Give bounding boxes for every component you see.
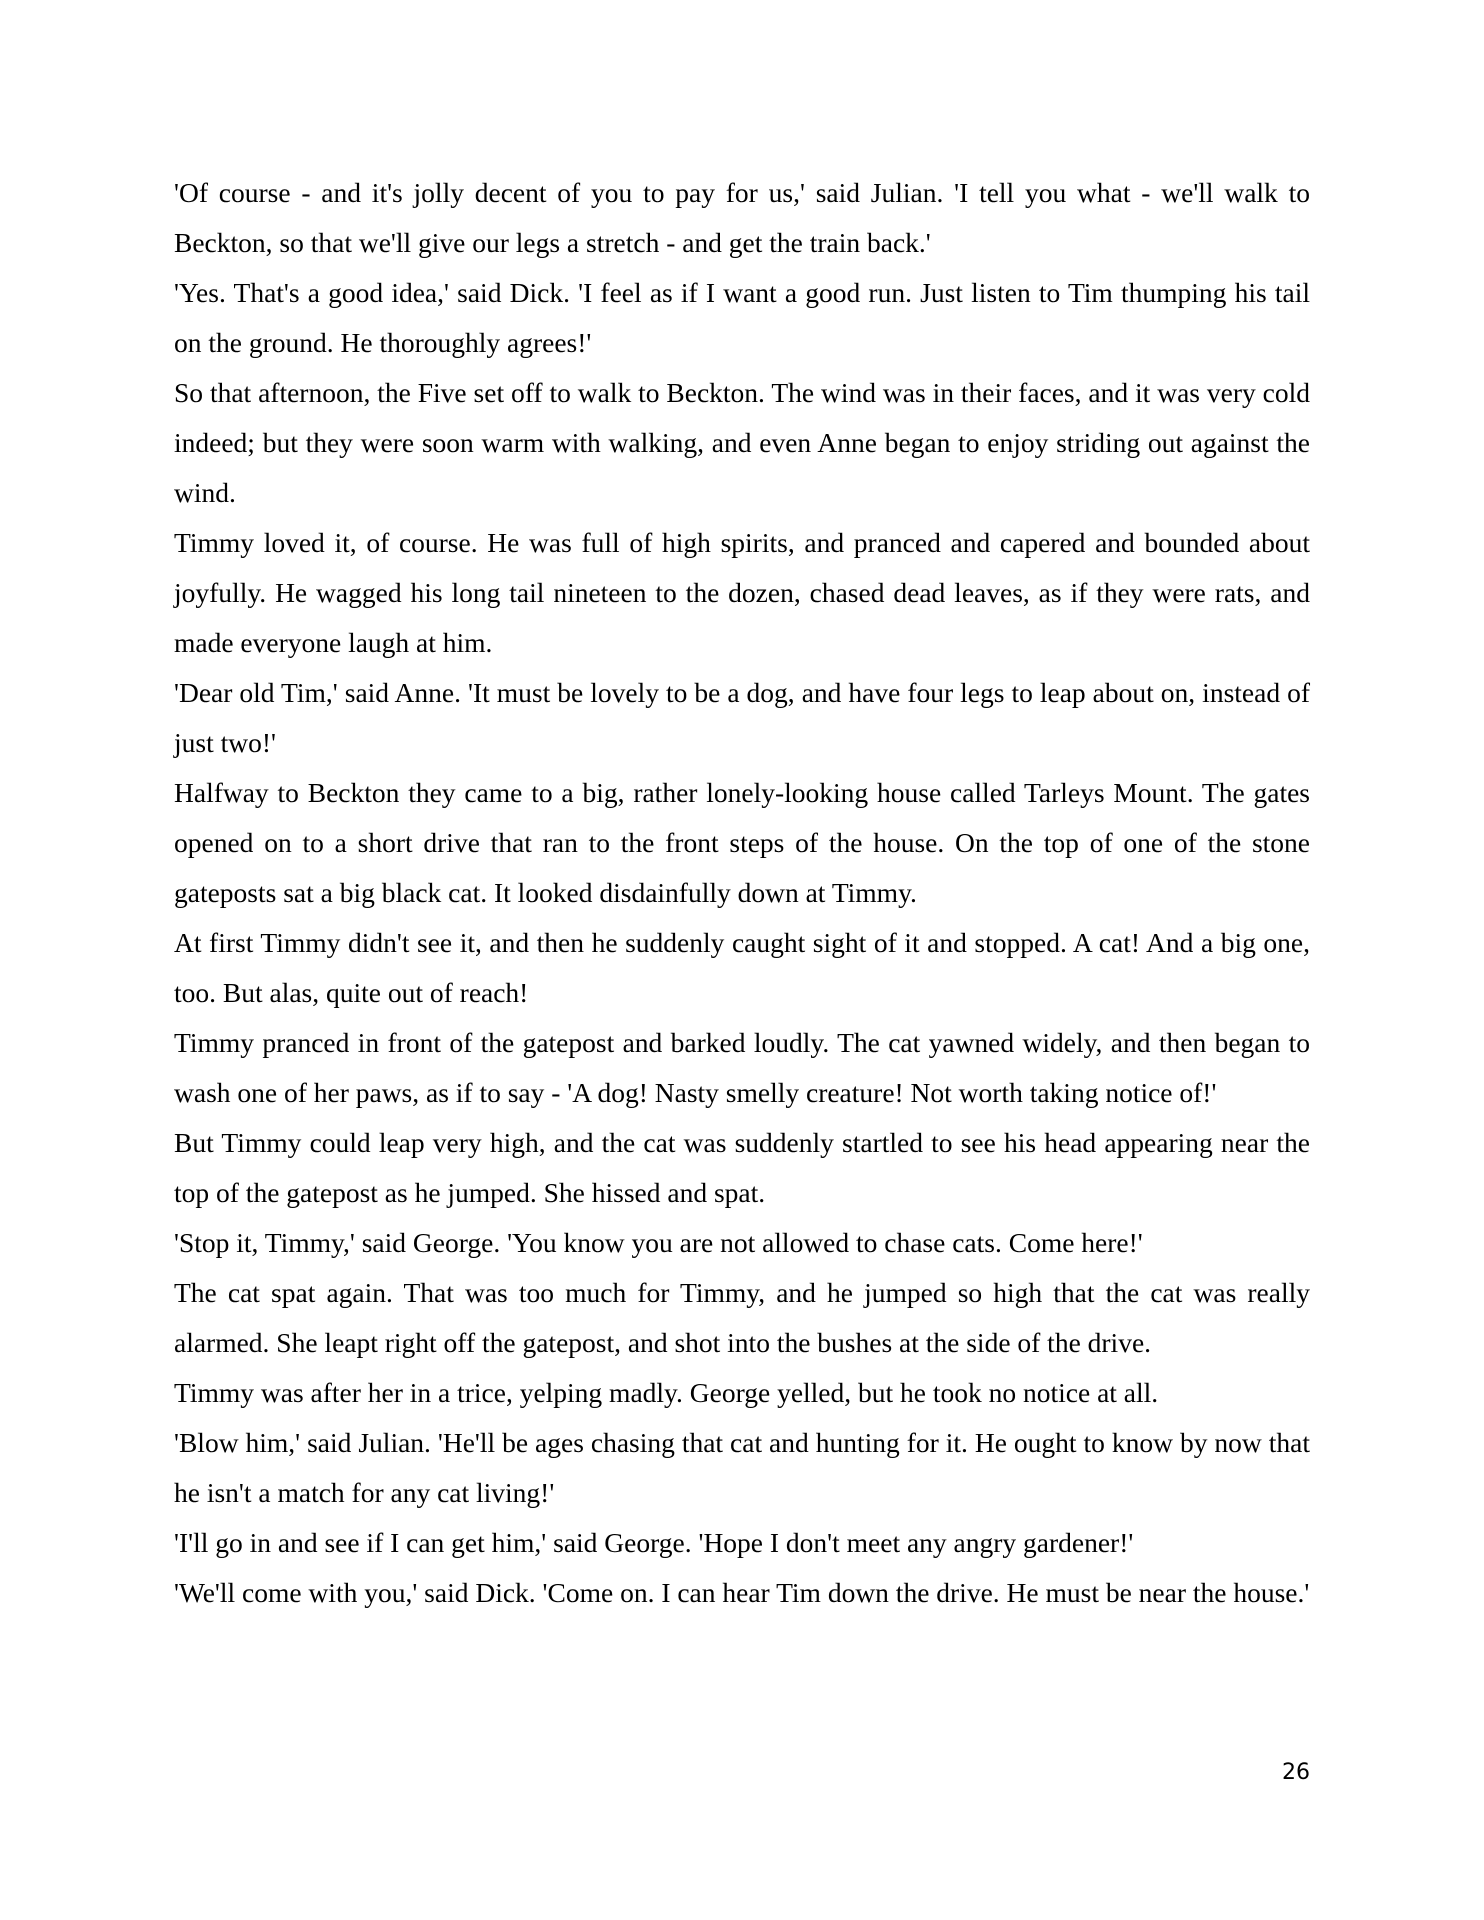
paragraph: Timmy pranced in front of the gatepost and barked loudly. The cat yawned widely, and then began to wash one of her paws, as if to say - 'A dog! Nasty smelly creature! Not worth taking notice of!' (174, 1027, 1310, 1108)
page-number: 26 (1282, 1760, 1310, 1785)
paragraph: 'Stop it, Timmy,' said George. 'You know you are not allowed to chase cats. Come here!' (174, 1227, 1143, 1258)
paragraph: 'I'll go in and see if I can get him,' said George. 'Hope I don't meet any angry gardener!' (174, 1527, 1134, 1558)
paragraph: 'Of course - and it's jolly decent of you to pay for us,' said Julian. 'I tell you what - we'll walk to Beckton, so that we'll give our legs a stretch - and get the train back.' (174, 177, 1310, 258)
paragraph: At first Timmy didn't see it, and then he suddenly caught sight of it and stopped. A cat! And a big one, too. But alas, quite out of reach! (174, 927, 1310, 1008)
paragraph: 'Yes. That's a good idea,' said Dick. 'I feel as if I want a good run. Just listen to Tim thumping his tail on the ground. He thoroughly agrees!' (174, 277, 1310, 358)
paragraph: 'Dear old Tim,' said Anne. 'It must be lovely to be a dog, and have four legs to leap about on, instead of just two!' (174, 677, 1310, 758)
paragraph: So that afternoon, the Five set off to walk to Beckton. The wind was in their faces, and it was very cold indeed; but they were soon warm with walking, and even Anne began to enjoy striding out against the wind. (174, 377, 1310, 508)
paragraph: 'We'll come with you,' said Dick. 'Come on. I can hear Tim down the drive. He must be near the house.' (174, 1577, 1310, 1608)
paragraph: Timmy was after her in a trice, yelping madly. George yelled, but he took no notice at all. (174, 1377, 1159, 1408)
paragraph: Halfway to Beckton they came to a big, rather lonely-looking house called Tarleys Mount. The gates opened on to a short drive that ran to the front steps of the house. On the top of one of the stone gateposts sat a big black cat. It looked disdainfully down at Timmy. (174, 777, 1310, 908)
paragraph: Timmy loved it, of course. He was full of high spirits, and pranced and capered and bounded about joyfully. He wagged his long tail nineteen to the dozen, chased dead leaves, as if they were rats, and made everyone laugh at him. (174, 527, 1310, 658)
text-body (174, 168, 1310, 1618)
paragraph: But Timmy could leap very high, and the cat was suddenly startled to see his head appearing near the top of the gatepost as he jumped. She hissed and spat. (174, 1127, 1310, 1208)
paragraph: 'Blow him,' said Julian. 'He'll be ages chasing that cat and hunting for it. He ought to know by now that he isn't a match for any cat living!' (174, 1427, 1310, 1508)
paragraph: The cat spat again. That was too much for Timmy, and he jumped so high that the cat was really alarmed. She leapt right off the gatepost, and shot into the bushes at the side of the drive. (174, 1277, 1310, 1358)
